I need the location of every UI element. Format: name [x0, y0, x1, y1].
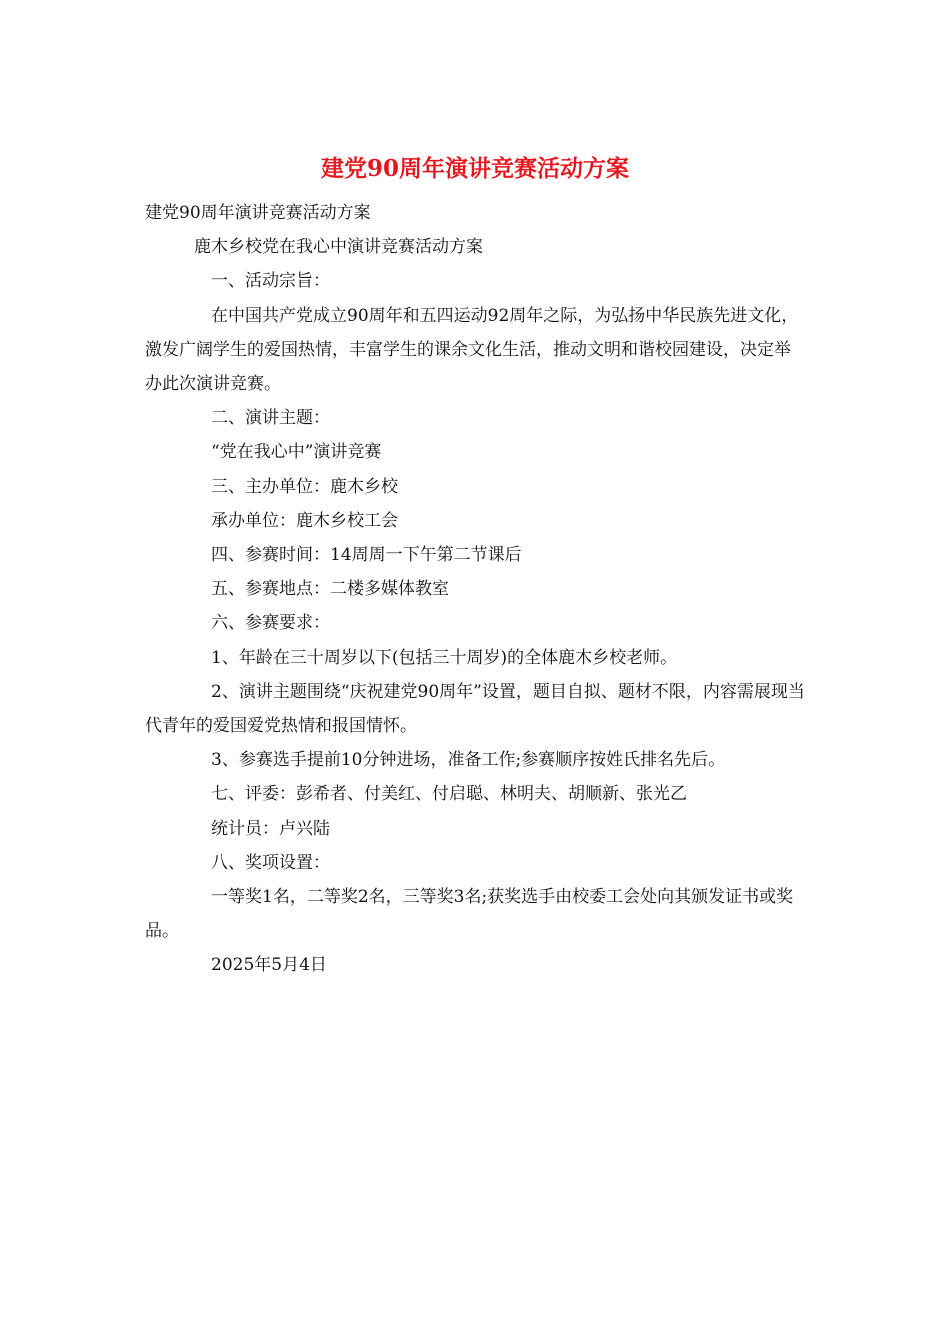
section-theme-heading: 二、演讲主题：	[211, 408, 330, 429]
section-time: 四、参赛时间：14周周一下午第二节课后	[211, 545, 522, 566]
document-body	[145, 196, 807, 983]
section-organizer: 承办单位：鹿木乡校工会	[211, 510, 398, 531]
subtitle-line: 建党90周年演讲竞赛活动方案	[145, 203, 371, 223]
requirement-item: 1、年龄在三十周岁以下(包括三十周岁)的全体鹿木乡校老师。	[211, 647, 678, 668]
section-judges: 七、评委：彭希者、付美红、付启聪、林明夫、胡顺新、张光乙	[211, 784, 687, 805]
plan-heading: 鹿木乡校党在我心中演讲竞赛活动方案	[194, 237, 483, 258]
section-statistician: 统计员：卢兴陆	[211, 818, 330, 839]
section-theme-text: “党在我心中”演讲竞赛	[211, 442, 382, 463]
section-requirements-heading: 六、参赛要求：	[211, 613, 330, 634]
requirement-item: 3、参赛选手提前10分钟进场，准备工作;参赛顺序按姓氏排名先后。	[211, 750, 726, 771]
document-date: 2025年5月4日	[211, 955, 327, 976]
section-awards-text: 一等奖1名，二等奖2名，三等奖3名;获奖选手由校委工会处向其颁发证书或奖品。	[145, 887, 794, 942]
section-purpose-heading: 一、活动宗旨：	[211, 271, 330, 292]
section-purpose-text: 在中国共产党成立90周年和五四运动92周年之际，为弘扬中华民族先进文化，激发广阔学生的爱国热情，丰富学生的课余文化生活，推动文明和谐校园建设，决定举办此次演讲竞赛。	[145, 305, 799, 395]
section-location: 五、参赛地点：二楼多媒体教室	[211, 579, 449, 600]
requirement-item: 2、演讲主题围绕“庆祝建党90周年”设置，题目自拟、题材不限，内容需展现当代青年的爱国爱党热情和报国情怀。	[145, 681, 805, 737]
section-host: 三、主办单位：鹿木乡校	[211, 476, 398, 497]
section-awards-heading: 八、奖项设置：	[211, 852, 330, 873]
document-title: 建党90周年演讲竞赛活动方案	[320, 155, 629, 182]
